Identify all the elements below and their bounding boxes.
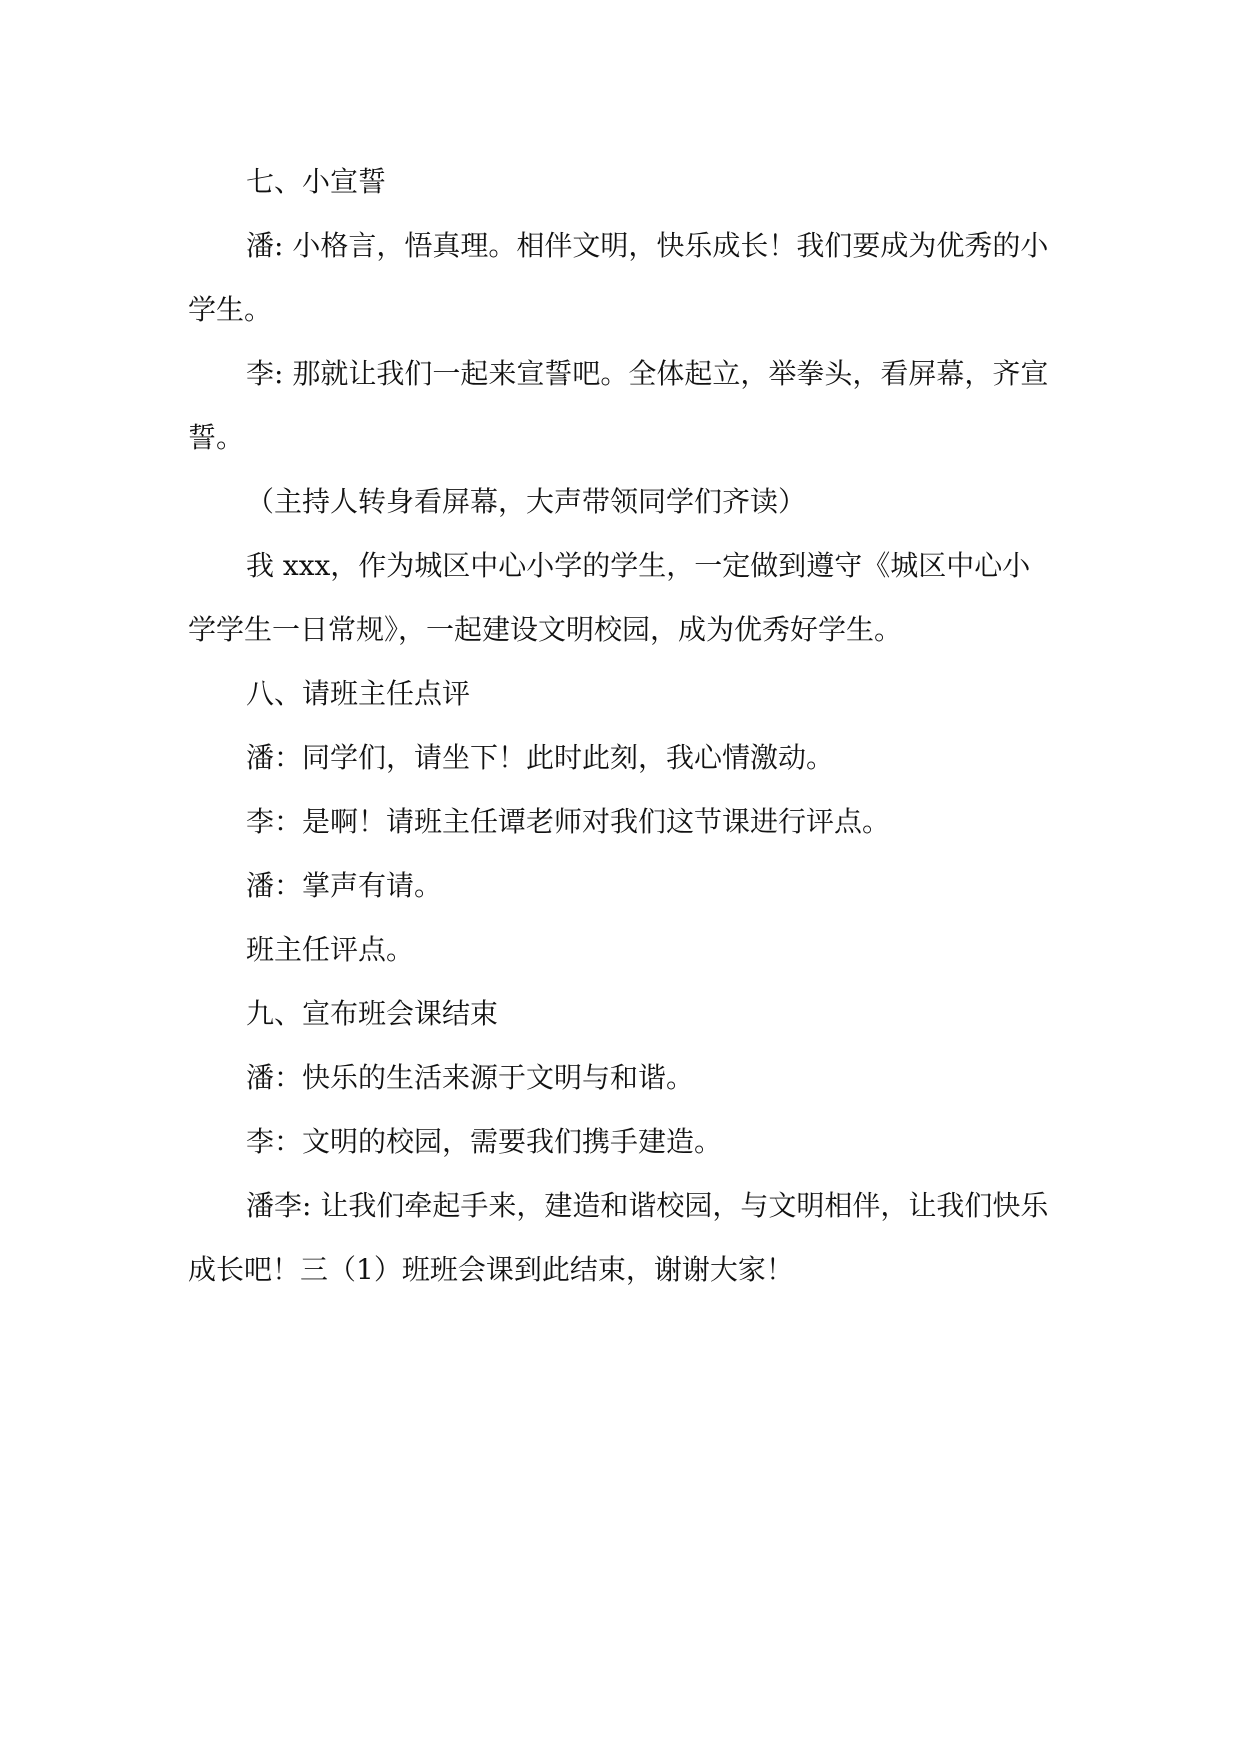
paragraph-pan-1: 潘: 小格言，悟真理。相伴文明，快乐成长！我们要成为优秀的小学生。 — [188, 229, 1049, 326]
paragraph-pan-2: 潘：同学们，请坐下！此时此刻，我心情激动。 — [246, 741, 835, 774]
paragraph-li-3: 李：文明的校园，需要我们携手建造。 — [246, 1125, 723, 1158]
paragraph-li-2: 李：是啊！请班主任谭老师对我们这节课进行评点。 — [246, 805, 891, 838]
section-heading-8: 八、请班主任点评 — [246, 677, 471, 710]
paragraph-block — [188, 150, 1058, 1302]
paragraph-li-1: 李: 那就让我们一起来宣誓吧。全体起立，举拳头，看屏幕，齐宣誓。 — [188, 357, 1049, 454]
paragraph-teacher-comment: 班主任评点。 — [246, 933, 415, 966]
section-heading-7: 七、小宣誓 — [246, 165, 387, 198]
stage-direction: （主持人转身看屏幕，大声带领同学们齐读） — [246, 485, 807, 518]
paragraph-pan-4: 潘：快乐的生活来源于文明与和谐。 — [246, 1061, 695, 1094]
paragraph-pan-3: 潘：掌声有请。 — [246, 869, 443, 902]
section-heading-9: 九、宣布班会课结束 — [246, 997, 499, 1030]
oath-text: 我 xxx，作为城区中心小学的学生，一定做到遵守《城区中心小学学生一日常规》，一起建设文明校园，成为优秀好学生。 — [188, 549, 1031, 646]
paragraph-pan-li-closing: 潘李: 让我们牵起手来，建造和谐校园，与文明相伴，让我们快乐成长吧！三（1）班班会课到此结束，谢谢大家！ — [188, 1189, 1049, 1286]
